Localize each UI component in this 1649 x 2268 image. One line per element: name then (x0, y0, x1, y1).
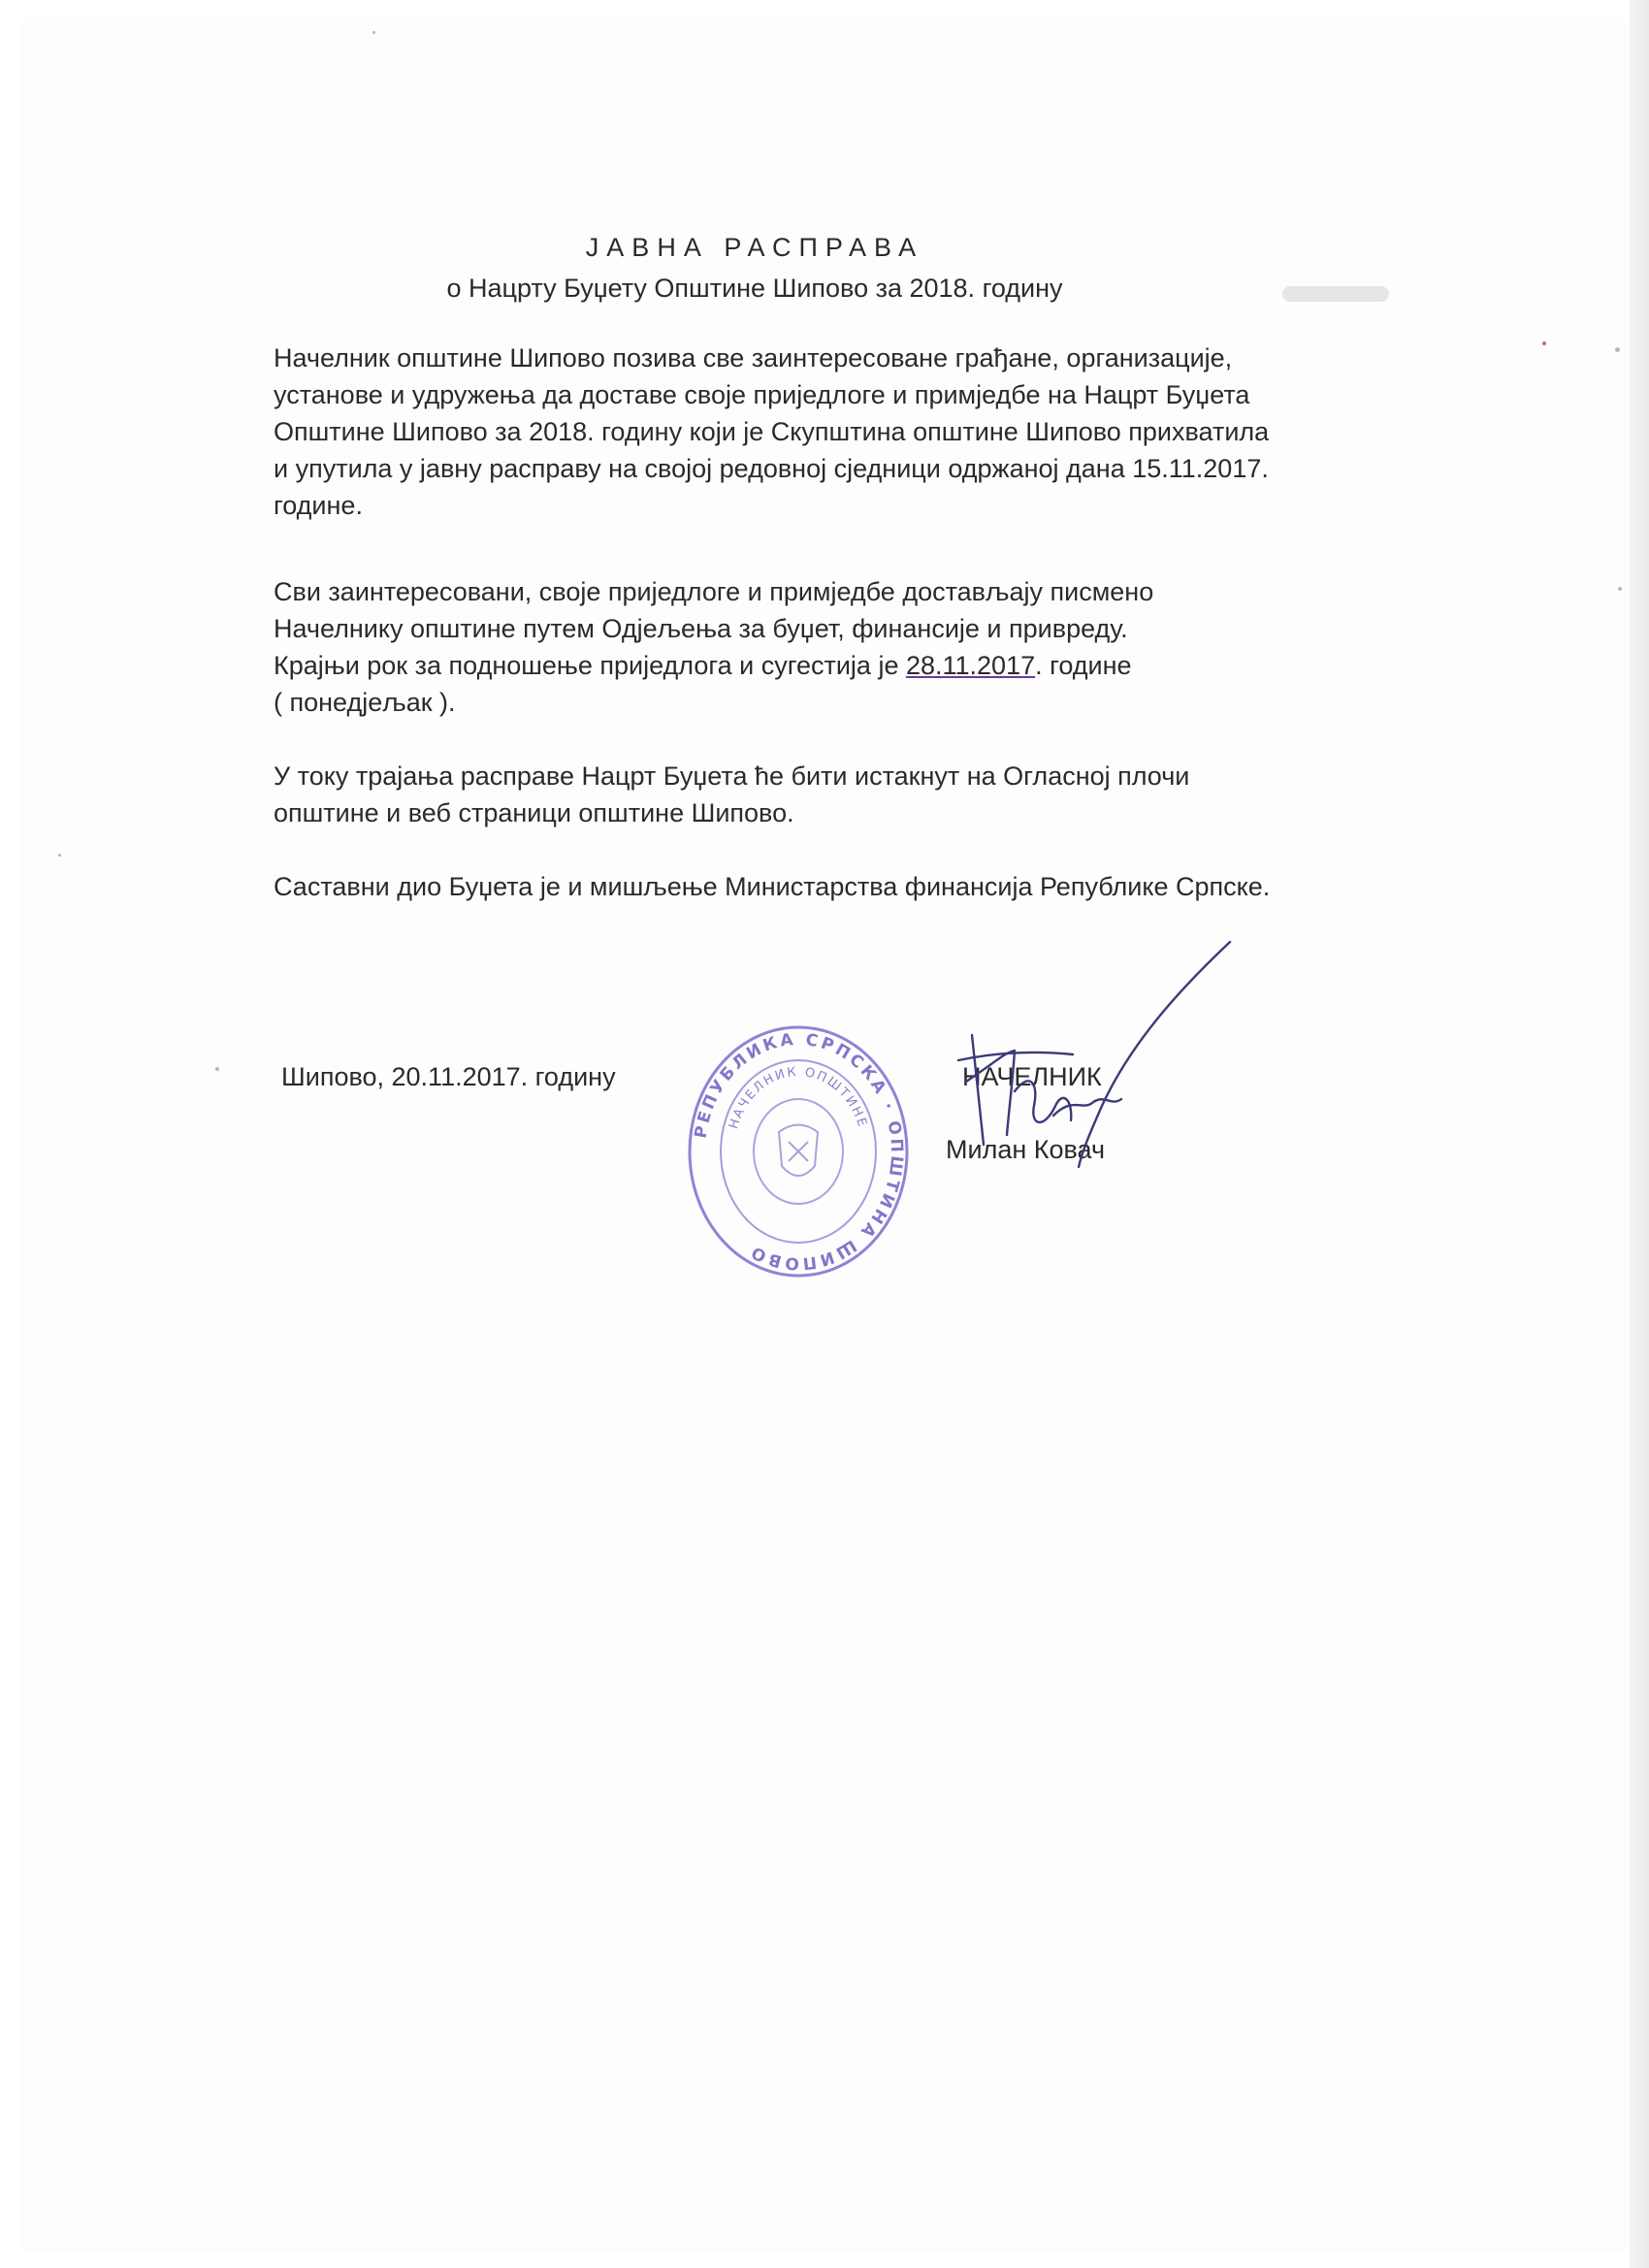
coat-of-arms-icon (779, 1125, 818, 1177)
paragraph-line: Начелнику општине путем Одјељења за буџет, финансије и привреду. (274, 614, 1128, 643)
paragraph-line: и упутила у јавну расправу на својој редовној сједници одржаној дана 15.11.2017. (274, 454, 1269, 483)
signatory-name: Милан Ковач (946, 1135, 1106, 1164)
paragraph-invitation (274, 340, 1399, 524)
paragraph-line: општине и веб страници општине Шипово. (274, 798, 794, 827)
handwritten-signature (937, 936, 1257, 1179)
deadline-weekday: ( понедјељак ). (274, 688, 456, 717)
place-and-date: Шипово, 20.11.2017. годину (281, 1062, 616, 1091)
paragraph-line: године. (274, 491, 363, 520)
scan-speck (1618, 587, 1622, 591)
signatory-position: НАЧЕЛНИК (962, 1062, 1102, 1091)
official-stamp (687, 1021, 910, 1282)
paragraph-line: Саставни дио Буџета је и мишљење Министарства финансија Републике Српске. (274, 872, 1271, 901)
paragraph-line: У току трајања расправе Нацрт Буџета ће бити истакнут на Огласној плочи (274, 761, 1190, 791)
paragraph-publication (274, 758, 1399, 831)
scan-edge (1630, 0, 1649, 2268)
paragraph-ministry-opinion (274, 868, 1399, 905)
svg-text:НАЧЕЛНИК ОПШТИНЕ (727, 1065, 869, 1131)
document-title: ЈАВНА РАСПРАВА (585, 233, 924, 262)
deadline-text: Крајњи рок за подношење приједлога и сугестија је (274, 651, 906, 680)
document-subtitle: о Нацрту Буџету Општине Шипово за 2018. годину (446, 274, 1063, 303)
paragraph-line (274, 647, 1399, 684)
scan-speck (372, 31, 375, 34)
deadline-suffix: . године (1035, 651, 1132, 680)
scan-speck (215, 1067, 219, 1071)
paragraph-line: Општине Шипово за 2018. годину који је Скупштина општине Шипово прихватила (274, 417, 1270, 446)
paragraph-line: установе и удружења да доставе своје приједлоге и примједбе на Нацрт Буџета (274, 380, 1250, 409)
scan-speck (1542, 341, 1546, 345)
paragraph-submission (274, 573, 1399, 721)
deadline-date: 28.11.2017 (905, 651, 1036, 680)
stamp-outer-text: РЕПУБЛИКА СРПСКА · ОПШТИНА ШИПОВО (691, 1029, 907, 1274)
scan-speck (58, 854, 61, 857)
stamp-inner-text: НАЧЕЛНИК ОПШТИНЕ (727, 1064, 870, 1131)
paragraph-line: Сви заинтересовани, своје приједлоге и примједбе достављају писмено (274, 577, 1154, 606)
scan-speck (1615, 347, 1620, 352)
paragraph-line: Начелник општине Шипово позива све заинтересоване грађане, организације, (274, 343, 1233, 373)
